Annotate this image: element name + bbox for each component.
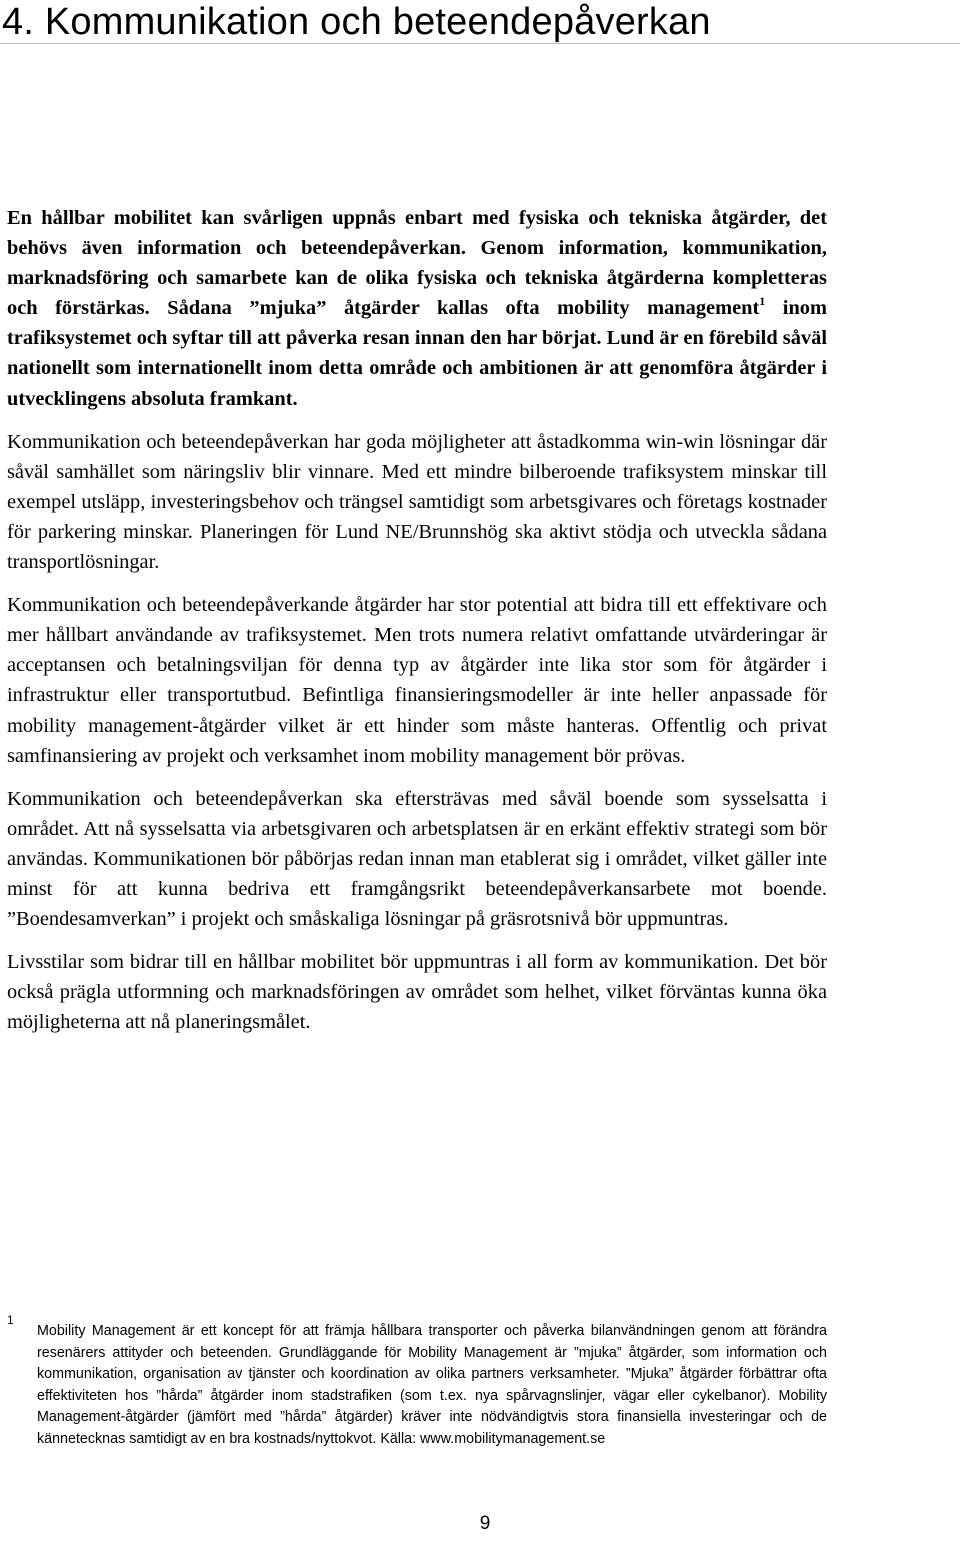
page-heading: 4. Kommunikation och beteendepåverkan xyxy=(2,1,711,43)
paragraph-3: Kommunikation och beteendepåverkan ska eftersträvas med såväl boende som sysselsatta i området. Att nå sysselsatta via arbetsgivaren och arbetsplatsen är en erkänt effektiv strategi som bör användas. Kommunikationen bör påbörjas redan innan man etablerat sig i området, vilket gäller inte minst för att kunna bedriva ett framgångsrikt beteendepåverkansarbete mot boende. ”Boendesamverkan” i projekt och småskaliga lösningar på gräsrotsnivå bör uppmuntras. xyxy=(7,787,827,931)
body-text xyxy=(7,203,827,1050)
intro-text-part1: En hållbar mobilitet kan svårligen uppnås enbart med fysiska och tekniska åtgärder, det behövs även information och beteendepåverkan. Genom information, kommunikation, marknadsföring och samarbete kan de olika fysiska och tekniska åtgärderna kompletteras och förstärkas. Sådana ”mjuka” åtgärder kallas ofta mobility management xyxy=(7,207,827,320)
footnote-marker: 1 xyxy=(7,1313,14,1327)
paragraph-4: Livsstilar som bidrar till en hållbar mobilitet bör uppmuntras i all form av kommunikation. Det bör också prägla utformning och marknadsföringen av området som helhet, vilket förväntas kunna öka möjligheterna att nå planeringsmålet. xyxy=(7,951,827,1034)
footnote-reference[interactable]: 1 xyxy=(759,294,766,309)
footnote-text: Mobility Management är ett koncept för att främja hållbara transporter och påverka bilanvändningen genom att förändra resenärers attityder och beteenden. Grundläggande för Mobility Management är ”mjuka” åtgärder, som information och kommunikation, organisation av tjänster och koordination av olika partners verksamheter. ”Mjuka” åtgärder förbättrar ofta effektiviteten hos ”hårda” åtgärder inom stadstrafiken (som t.ex. nya spårvagnslinjer, vägar eller cykelbanor). Mobility Management-åtgärder (jämfört med ”hårda” åtgärder) kräver inte nödvändigtvis stora finansiella investeringar och de kännetecknas samtidigt av en bra kostnads/nyttokvot. Källa: www.mobilitymanagement.se xyxy=(37,1323,827,1447)
heading-divider xyxy=(0,43,960,44)
intro-text-part2: inom trafiksystemet och syftar till att påverka resan innan den har börjat. Lund är en förebild såväl nationellt som internationellt inom detta område och ambitionen är att genomföra åtgärder i utvecklingens absoluta framkant. xyxy=(7,297,827,410)
page-number: 9 xyxy=(479,1513,491,1534)
paragraph-1: Kommunikation och beteendepåverkan har goda möjligheter att åstadkomma win-win lösningar där såväl samhället som näringsliv blir vinnare. Med ett mindre bilberoende trafiksystem minskar till exempel utsläpp, investeringsbehov och trängsel samtidigt som arbetsgivares och företags kostnader för parkering minskar. Planeringen för Lund NE/Brunnshög ska aktivt stödja och utveckla sådana transportlösningar. xyxy=(7,430,827,574)
paragraph-2: Kommunikation och beteendepåverkande åtgärder har stor potential att bidra till ett effektivare och mer hållbart användande av trafiksystemet. Men trots numera relativt omfattande utvärderingar är acceptansen och betalningsviljan för denna typ av åtgärder inte lika stor som för åtgärder i infrastruktur eller transportutbud. Befintliga finansieringsmodeller är inte heller anpassade för mobility management-åtgärder vilket är ett hinder som måste hanteras. Offentlig och privat samfinansiering av projekt och verksamhet inom mobility management bör prövas. xyxy=(7,594,827,767)
intro-paragraph xyxy=(7,203,827,414)
